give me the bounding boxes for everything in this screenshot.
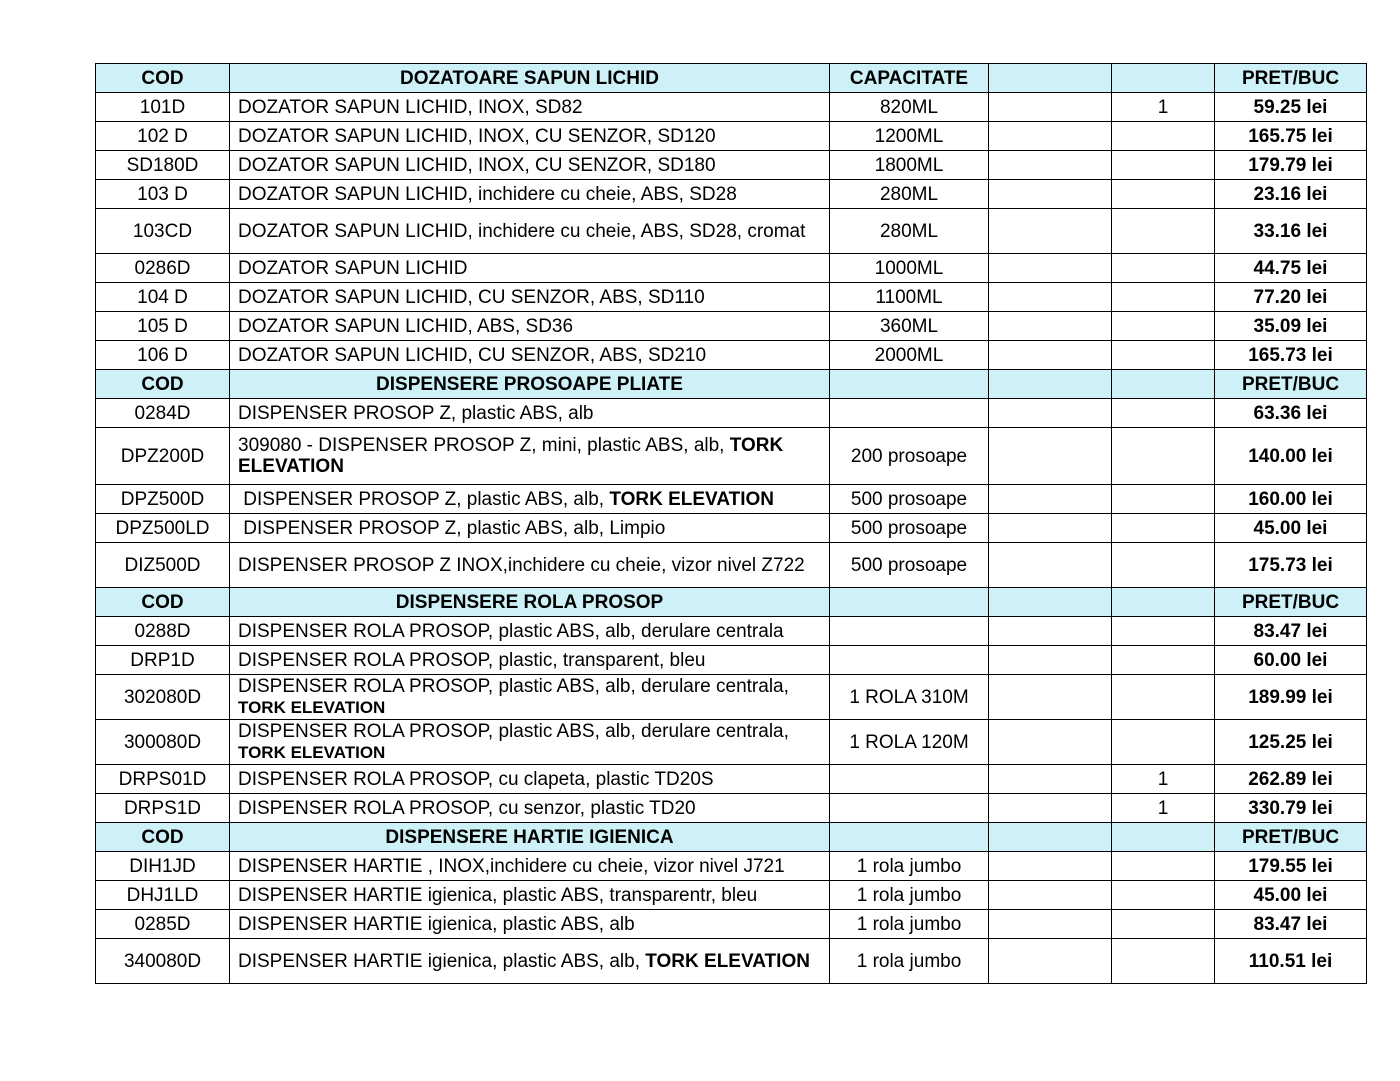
table-row — [96, 180, 1367, 209]
table-row — [96, 794, 1367, 823]
empty-cell — [1112, 543, 1215, 588]
header-code: COD — [96, 64, 230, 93]
header-code: COD — [96, 588, 230, 617]
section-header-row — [96, 823, 1367, 852]
header-empty-cell — [1112, 823, 1215, 852]
product-price: 262.89 lei — [1215, 765, 1367, 794]
empty-cell — [830, 617, 989, 646]
product-capacity: 500 prosoape — [830, 485, 989, 514]
empty-cell — [989, 122, 1112, 151]
empty-cell — [1112, 283, 1215, 312]
empty-cell — [1112, 399, 1215, 428]
header-empty-cell — [989, 64, 1112, 93]
product-capacity: 1 rola jumbo — [830, 852, 989, 881]
empty-cell — [1112, 617, 1215, 646]
product-capacity: 820ML — [830, 93, 989, 122]
table-row — [96, 617, 1367, 646]
header-empty-cell — [1112, 588, 1215, 617]
section-title: DISPENSERE HARTIE IGIENICA — [230, 823, 830, 852]
product-price: 110.51 lei — [1215, 939, 1367, 984]
product-code: 0288D — [96, 617, 230, 646]
header-price: PRET/BUC — [1215, 370, 1367, 399]
product-description: DISPENSER ROLA PROSOP, plastic ABS, alb, derulare centrala — [230, 617, 830, 646]
table-row — [96, 646, 1367, 675]
empty-cell — [1112, 485, 1215, 514]
product-capacity: 1200ML — [830, 122, 989, 151]
empty-cell — [989, 312, 1112, 341]
empty-cell — [830, 646, 989, 675]
product-description: DOZATOR SAPUN LICHID, inchidere cu cheie, ABS, SD28 — [230, 180, 830, 209]
product-code: 0285D — [96, 910, 230, 939]
description-text: DISPENSER ROLA PROSOP, plastic ABS, alb, derulare centrala, — [238, 676, 789, 697]
product-price: 77.20 lei — [1215, 283, 1367, 312]
product-description: DISPENSER HARTIE , INOX,inchidere cu cheie, vizor nivel J721 — [230, 852, 830, 881]
product-capacity: 1100ML — [830, 283, 989, 312]
empty-cell — [1112, 209, 1215, 254]
brand-name: TORK ELEVATION — [609, 488, 775, 510]
empty-cell — [1112, 180, 1215, 209]
product-capacity: 500 prosoape — [830, 543, 989, 588]
header-price: PRET/BUC — [1215, 64, 1367, 93]
product-code: DIZ500D — [96, 543, 230, 588]
table-row — [96, 283, 1367, 312]
description-text: DISPENSER ROLA PROSOP, plastic ABS, alb, derulare centrala, — [238, 721, 789, 742]
product-price: 45.00 lei — [1215, 514, 1367, 543]
empty-cell — [989, 283, 1112, 312]
product-price: 60.00 lei — [1215, 646, 1367, 675]
table-row — [96, 852, 1367, 881]
table-row — [96, 399, 1367, 428]
table-row — [96, 514, 1367, 543]
header-price: PRET/BUC — [1215, 823, 1367, 852]
empty-cell — [989, 910, 1112, 939]
product-code: 103CD — [96, 209, 230, 254]
product-price: 44.75 lei — [1215, 254, 1367, 283]
product-code: DRP1D — [96, 646, 230, 675]
product-description: DOZATOR SAPUN LICHID — [230, 254, 830, 283]
product-price: 160.00 lei — [1215, 485, 1367, 514]
product-description: DISPENSER ROLA PROSOP, cu senzor, plastic TD20 — [230, 794, 830, 823]
header-empty-cell — [1112, 370, 1215, 399]
product-code: 302080D — [96, 675, 230, 720]
empty-cell — [1112, 122, 1215, 151]
section-title: DISPENSERE PROSOAPE PLIATE — [230, 370, 830, 399]
product-price: 83.47 lei — [1215, 617, 1367, 646]
empty-cell — [989, 428, 1112, 485]
description-text: 309080 - DISPENSER PROSOP Z, mini, plastic ABS, alb, — [238, 435, 730, 456]
empty-cell — [830, 794, 989, 823]
product-code: 0284D — [96, 399, 230, 428]
product-description: DOZATOR SAPUN LICHID, ABS, SD36 — [230, 312, 830, 341]
empty-cell — [989, 765, 1112, 794]
product-price: 175.73 lei — [1215, 543, 1367, 588]
product-qty: 1 — [1112, 765, 1215, 794]
table-row — [96, 151, 1367, 180]
empty-cell — [1112, 428, 1215, 485]
description-text: DISPENSER PROSOP Z, plastic ABS, alb, — [238, 488, 610, 510]
product-capacity: 2000ML — [830, 341, 989, 370]
product-price: 125.25 lei — [1215, 720, 1367, 765]
empty-cell — [989, 514, 1112, 543]
empty-cell — [1112, 910, 1215, 939]
table-row — [96, 543, 1367, 588]
product-description: DISPENSER PROSOP Z, plastic ABS, alb — [230, 399, 830, 428]
empty-cell — [1112, 646, 1215, 675]
empty-cell — [1112, 312, 1215, 341]
product-price: 45.00 lei — [1215, 881, 1367, 910]
product-code: 340080D — [96, 939, 230, 984]
empty-cell — [1112, 881, 1215, 910]
product-price: 83.47 lei — [1215, 910, 1367, 939]
section-title: DOZATOARE SAPUN LICHID — [230, 64, 830, 93]
brand-name: TORK ELEVATION — [238, 743, 386, 762]
empty-cell — [989, 209, 1112, 254]
brand-name: TORK ELEVATION — [238, 435, 784, 477]
product-price: 23.16 lei — [1215, 180, 1367, 209]
product-description — [230, 485, 830, 514]
product-price: 165.73 lei — [1215, 341, 1367, 370]
product-capacity: 1 rola jumbo — [830, 939, 989, 984]
product-code: DIH1JD — [96, 852, 230, 881]
description-text: DISPENSER HARTIE igienica, plastic ABS, alb, — [238, 950, 646, 972]
empty-cell — [1112, 254, 1215, 283]
product-price: 179.79 lei — [1215, 151, 1367, 180]
product-code: 106 D — [96, 341, 230, 370]
empty-cell — [989, 254, 1112, 283]
header-empty-cell — [989, 370, 1112, 399]
product-description: DOZATOR SAPUN LICHID, inchidere cu cheie, ABS, SD28, cromat — [230, 209, 830, 254]
product-description: DOZATOR SAPUN LICHID, CU SENZOR, ABS, SD210 — [230, 341, 830, 370]
product-code: DPZ500D — [96, 485, 230, 514]
product-description — [230, 675, 830, 720]
section-header-row — [96, 588, 1367, 617]
header-empty-cell — [989, 588, 1112, 617]
empty-cell — [989, 939, 1112, 984]
product-price: 59.25 lei — [1215, 93, 1367, 122]
table-row — [96, 312, 1367, 341]
header-empty-cell — [989, 823, 1112, 852]
empty-cell — [989, 852, 1112, 881]
product-qty: 1 — [1112, 93, 1215, 122]
empty-cell — [1112, 939, 1215, 984]
empty-cell — [989, 93, 1112, 122]
header-empty-cell — [830, 823, 989, 852]
table-row — [96, 428, 1367, 485]
product-code: 104 D — [96, 283, 230, 312]
header-code: COD — [96, 823, 230, 852]
product-capacity: 1 rola jumbo — [830, 910, 989, 939]
product-description: DOZATOR SAPUN LICHID, INOX, CU SENZOR, SD180 — [230, 151, 830, 180]
header-price: PRET/BUC — [1215, 588, 1367, 617]
product-description — [230, 428, 830, 485]
product-capacity: 360ML — [830, 312, 989, 341]
product-capacity: 200 prosoape — [830, 428, 989, 485]
product-code: 101D — [96, 93, 230, 122]
product-description: DOZATOR SAPUN LICHID, INOX, SD82 — [230, 93, 830, 122]
empty-cell — [989, 675, 1112, 720]
product-capacity: 280ML — [830, 180, 989, 209]
table-row — [96, 254, 1367, 283]
empty-cell — [1112, 514, 1215, 543]
empty-cell — [1112, 720, 1215, 765]
header-empty-cell — [1112, 64, 1215, 93]
product-capacity: 1 rola jumbo — [830, 881, 989, 910]
empty-cell — [1112, 341, 1215, 370]
product-code: 105 D — [96, 312, 230, 341]
product-code: DHJ1LD — [96, 881, 230, 910]
product-code: SD180D — [96, 151, 230, 180]
empty-cell — [989, 881, 1112, 910]
product-capacity: 1000ML — [830, 254, 989, 283]
section-header-row — [96, 64, 1367, 93]
product-price: 179.55 lei — [1215, 852, 1367, 881]
empty-cell — [989, 646, 1112, 675]
product-description: DISPENSER ROLA PROSOP, cu clapeta, plastic TD20S — [230, 765, 830, 794]
section-header-row — [96, 370, 1367, 399]
header-empty-cell — [830, 588, 989, 617]
product-price: 35.09 lei — [1215, 312, 1367, 341]
product-price: 189.99 lei — [1215, 675, 1367, 720]
empty-cell — [989, 341, 1112, 370]
product-price: 165.75 lei — [1215, 122, 1367, 151]
product-description: DOZATOR SAPUN LICHID, CU SENZOR, ABS, SD110 — [230, 283, 830, 312]
empty-cell — [1112, 675, 1215, 720]
product-capacity: 280ML — [830, 209, 989, 254]
product-price: 63.36 lei — [1215, 399, 1367, 428]
product-code: 103 D — [96, 180, 230, 209]
product-code: 300080D — [96, 720, 230, 765]
product-capacity: 1 ROLA 120M — [830, 720, 989, 765]
product-price: 140.00 lei — [1215, 428, 1367, 485]
table-row — [96, 675, 1367, 720]
header-code: COD — [96, 370, 230, 399]
product-description: DISPENSER PROSOP Z INOX,inchidere cu cheie, vizor nivel Z722 — [230, 543, 830, 588]
product-price: 330.79 lei — [1215, 794, 1367, 823]
product-qty: 1 — [1112, 794, 1215, 823]
product-capacity: 1 ROLA 310M — [830, 675, 989, 720]
product-code: DPZ500LD — [96, 514, 230, 543]
table-row — [96, 910, 1367, 939]
empty-cell — [989, 485, 1112, 514]
table-row — [96, 939, 1367, 984]
product-code: 0286D — [96, 254, 230, 283]
product-price: 33.16 lei — [1215, 209, 1367, 254]
table-row — [96, 881, 1367, 910]
product-description — [230, 939, 830, 984]
empty-cell — [989, 720, 1112, 765]
brand-name: TORK ELEVATION — [238, 698, 386, 717]
table-row — [96, 209, 1367, 254]
product-description: DISPENSER PROSOP Z, plastic ABS, alb, Limpio — [230, 514, 830, 543]
product-code: 102 D — [96, 122, 230, 151]
product-description: DISPENSER ROLA PROSOP, plastic, transparent, bleu — [230, 646, 830, 675]
product-description: DOZATOR SAPUN LICHID, INOX, CU SENZOR, SD120 — [230, 122, 830, 151]
empty-cell — [989, 794, 1112, 823]
table-row — [96, 341, 1367, 370]
header-capacity: CAPACITATE — [830, 64, 989, 93]
header-empty-cell — [830, 370, 989, 399]
empty-cell — [989, 617, 1112, 646]
empty-cell — [989, 180, 1112, 209]
empty-cell — [989, 151, 1112, 180]
section-title: DISPENSERE ROLA PROSOP — [230, 588, 830, 617]
product-description: DISPENSER HARTIE igienica, plastic ABS, alb — [230, 910, 830, 939]
table-row — [96, 720, 1367, 765]
product-description: DISPENSER HARTIE igienica, plastic ABS, transparentr, bleu — [230, 881, 830, 910]
empty-cell — [989, 543, 1112, 588]
table-row — [96, 485, 1367, 514]
empty-cell — [1112, 852, 1215, 881]
price-list-table — [95, 63, 1367, 984]
product-capacity: 1800ML — [830, 151, 989, 180]
table-row — [96, 93, 1367, 122]
brand-name: TORK ELEVATION — [645, 950, 810, 972]
product-code: DRPS01D — [96, 765, 230, 794]
empty-cell — [1112, 151, 1215, 180]
product-code: DRPS1D — [96, 794, 230, 823]
empty-cell — [989, 399, 1112, 428]
empty-cell — [830, 399, 989, 428]
table-row — [96, 122, 1367, 151]
product-code: DPZ200D — [96, 428, 230, 485]
empty-cell — [830, 765, 989, 794]
table-row — [96, 765, 1367, 794]
product-capacity: 500 prosoape — [830, 514, 989, 543]
product-description — [230, 720, 830, 765]
